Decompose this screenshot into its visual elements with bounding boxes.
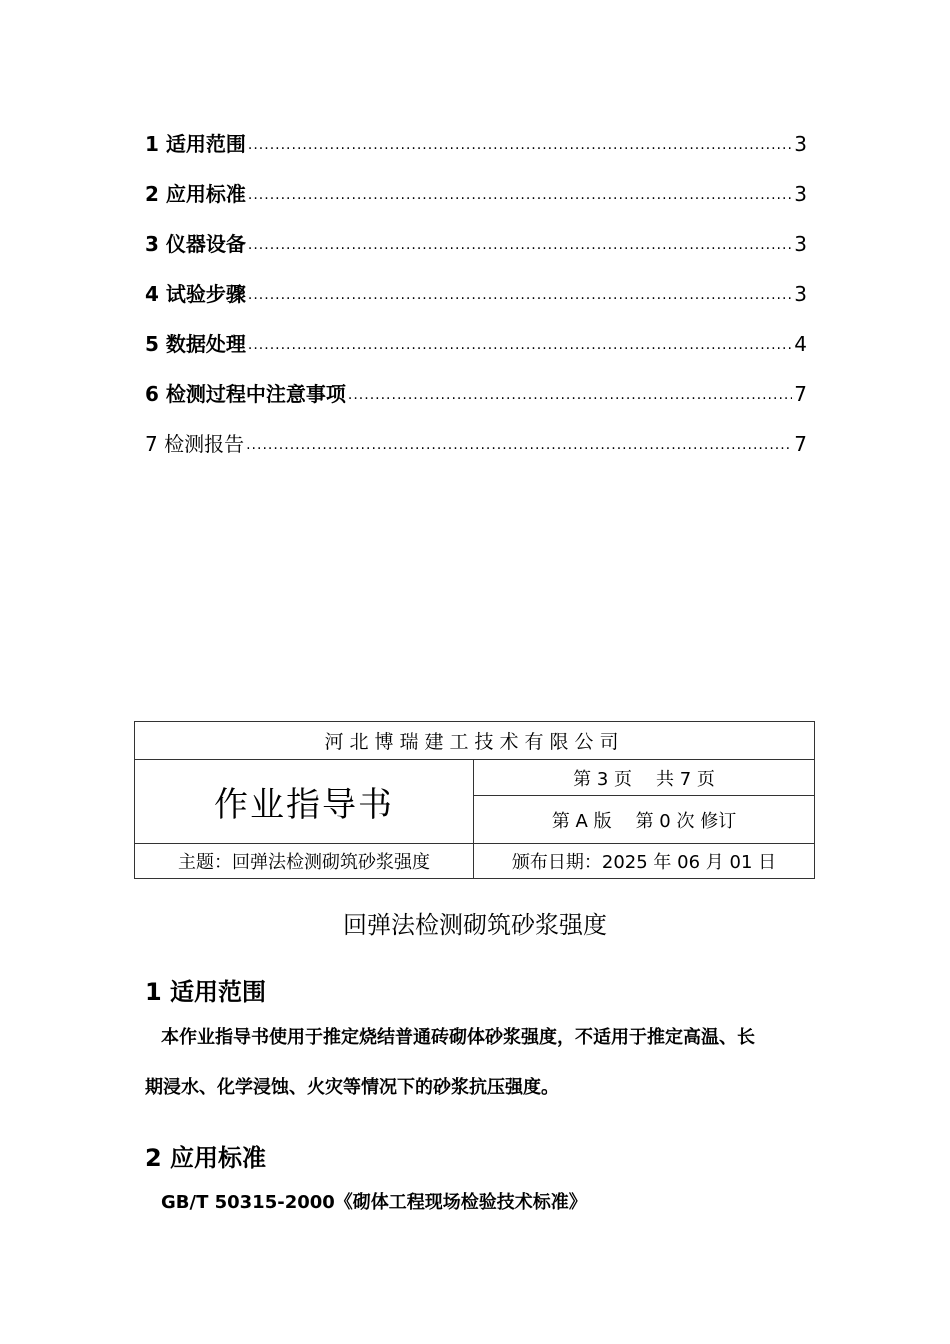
toc-item-label: 7 检测报告 — [145, 432, 245, 456]
toc-leader-dots — [348, 388, 792, 402]
table-of-contents — [145, 108, 807, 458]
toc-item-page: 3 — [794, 132, 807, 156]
document-type: 作业指导书 — [135, 760, 474, 844]
toc-item[interactable] — [145, 258, 807, 308]
page-current: 第 3 页 — [573, 768, 632, 790]
toc-item-page: 7 — [794, 432, 807, 456]
company-name: 河北博瑞建工技术有限公司 — [135, 722, 815, 760]
section-heading-scope: 1 适用范围 — [145, 978, 267, 1006]
document-header-table — [134, 721, 815, 879]
page-total: 共 7 页 — [656, 768, 715, 790]
toc-item[interactable] — [145, 158, 807, 208]
toc-item[interactable] — [145, 208, 807, 258]
version-info — [474, 796, 815, 844]
toc-item-page: 3 — [794, 182, 807, 206]
toc-leader-dots — [248, 288, 792, 302]
subject: 主题：回弹法检测砌筑砂浆强度 — [135, 844, 474, 879]
toc-leader-dots — [248, 188, 792, 202]
paragraph-line: 本作业指导书使用于推定烧结普通砖砌体砂浆强度，不适用于推定高温、长 — [161, 1027, 755, 1048]
revision: 第 0 次 修订 — [635, 810, 737, 832]
toc-item[interactable] — [145, 408, 807, 458]
paragraph-line: 期浸水、化学浸蚀、火灾等情况下的砂浆抗压强度。 — [145, 1077, 559, 1098]
toc-item-label: 6 检测过程中注意事项 — [145, 382, 346, 406]
page-info — [474, 760, 815, 796]
toc-leader-dots — [248, 138, 792, 152]
toc-item[interactable] — [145, 108, 807, 158]
toc-item-label: 2 应用标准 — [145, 182, 246, 206]
toc-item-page: 3 — [794, 282, 807, 306]
toc-item-page: 4 — [794, 332, 807, 356]
section-paragraph-scope — [145, 1013, 807, 1113]
document-title: 回弹法检测砌筑砂浆强度 — [343, 911, 607, 939]
edition: 第 A 版 — [551, 810, 612, 832]
issue-date: 颁布日期：2025 年 06 月 01 日 — [474, 844, 815, 879]
toc-item-page: 7 — [794, 382, 807, 406]
toc-item-label: 3 仪器设备 — [145, 232, 246, 256]
toc-item[interactable] — [145, 308, 807, 358]
toc-item-label: 5 数据处理 — [145, 332, 246, 356]
toc-item-page: 3 — [794, 232, 807, 256]
toc-leader-dots — [248, 238, 792, 252]
paragraph-line: GB/T 50315-2000《砌体工程现场检验技术标准》 — [161, 1192, 587, 1213]
toc-leader-dots — [246, 438, 792, 452]
section-paragraph-standards — [145, 1178, 807, 1228]
toc-leader-dots — [248, 338, 792, 352]
section-heading-standards: 2 应用标准 — [145, 1144, 267, 1172]
toc-item-label: 1 适用范围 — [145, 132, 246, 156]
toc-item[interactable] — [145, 358, 807, 408]
toc-item-label: 4 试验步骤 — [145, 282, 246, 306]
